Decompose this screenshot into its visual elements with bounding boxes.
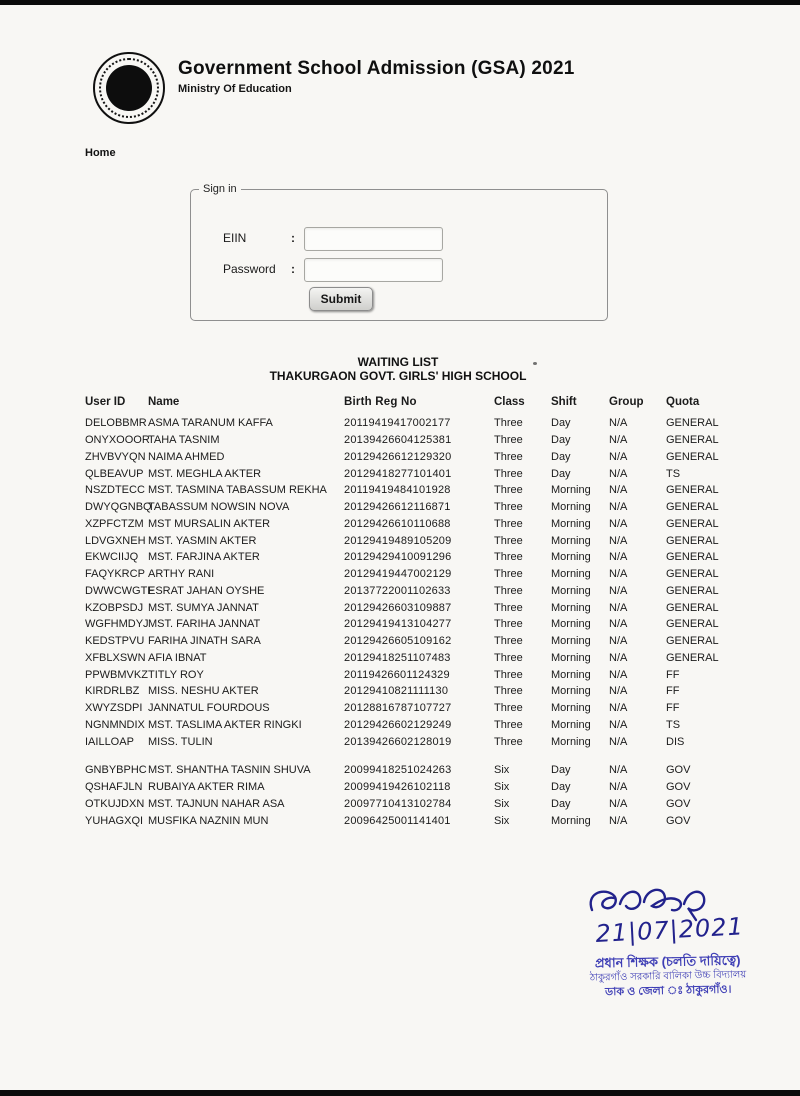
table-cell: N/A [609,551,628,564]
table-row [85,633,765,650]
table-row [85,796,765,813]
table-cell: MST. TAJNUN NAHAR ASA [148,797,285,810]
table-cell: Three [494,668,523,681]
table-cell: N/A [609,584,628,597]
col-header-group: Group [609,396,644,408]
table-cell: Three [494,601,523,614]
table-cell: MST. SUMYA JANNAT [148,601,259,614]
table-cell: GENERAL [666,551,719,564]
table-cell: Day [551,417,571,430]
table-cell: Morning [551,551,591,564]
table-cell: KIRDRLBZ [85,685,140,698]
table-row [85,733,765,750]
table-cell: Three [494,735,523,748]
table-cell: GENERAL [666,534,719,547]
table-cell: Three [494,718,523,731]
table-cell: ONYXOOOR [85,434,150,447]
waiting-list-title-line2: THAKURGAON GOVT. GIRLS' HIGH SCHOOL [269,368,527,383]
table-cell: MUSFIKA NAZNIN MUN [148,814,269,827]
table-cell: Three [494,501,523,514]
password-field[interactable] [304,258,443,282]
table-cell: N/A [609,718,628,731]
table-row [85,650,765,667]
stamp-line-3: ডাক ও জেলা ঃ ঠাকুরগাঁও। [604,983,732,999]
signature-block [568,880,768,999]
table-cell: FF [666,668,680,681]
table-cell: Morning [551,651,591,664]
table-cell: 20129410821111130 [344,685,449,698]
table-cell: LDVGXNEH [85,534,146,547]
table-cell: GENERAL [666,601,719,614]
table-cell: Morning [551,618,591,631]
table-cell: Morning [551,668,591,681]
table-row [85,482,765,499]
table-cell: YUHAGXQI [85,814,144,827]
table-cell: Morning [551,814,591,827]
table-cell: N/A [609,434,628,447]
table-cell: GENERAL [666,618,719,631]
table-row [85,532,765,549]
table-cell: MISS. NESHU AKTER [148,685,259,698]
table-cell: GENERAL [666,434,719,447]
stamp-line-1: প্রধান শিক্ষক (চলতি দায়িত্বে) [594,952,741,971]
table-cell: 20139426604125381 [344,434,452,447]
table-cell: MST MURSALIN AKTER [148,517,271,530]
table-cell: GENERAL [666,417,719,430]
eiin-label: EIIN [223,231,247,245]
table-cell: 20099419426102118 [344,781,451,794]
table-cell: Three [494,685,523,698]
table-row [85,683,765,700]
table-cell: Morning [551,517,591,530]
table-cell: 20137722001102633 [344,584,451,597]
table-cell: N/A [609,781,628,794]
table-cell: DWWCWGTF [85,584,155,597]
col-header-class: Class [494,396,525,408]
table-row [85,717,765,734]
password-colon: : [291,262,295,276]
table-cell: N/A [609,467,628,480]
table-section [85,762,765,829]
table-row [85,499,765,516]
home-link[interactable]: Home [85,147,116,159]
table-cell: Morning [551,484,591,497]
table-cell: Morning [551,534,591,547]
table-cell: Three [494,434,523,447]
table-cell: 20129426603109887 [344,601,452,614]
waiting-list-rows [85,415,765,829]
table-cell: Six [494,764,510,777]
table-cell: MISS. TULIN [148,735,213,748]
table-cell: Three [494,467,523,480]
scan-edge-bottom [0,1090,800,1096]
table-cell: N/A [609,797,628,810]
submit-button[interactable]: Submit [309,287,373,311]
table-cell: FARIHA JINATH SARA [148,635,261,648]
table-cell: GENERAL [666,568,719,581]
table-cell: Six [494,797,510,810]
table-cell: N/A [609,702,628,715]
table-cell: N/A [609,735,628,748]
table-cell: AFIA IBNAT [148,651,207,664]
table-cell: GOV [666,814,691,827]
table-cell: N/A [609,764,628,777]
table-cell: GOV [666,764,691,777]
sign-in-legend: Sign in [203,183,237,195]
col-header-quota: Quota [666,396,700,408]
table-cell: ESRAT JAHAN OYSHE [148,584,265,597]
col-header-birth-reg-no: Birth Reg No [344,396,417,408]
table-cell: TS [666,718,681,731]
seal-center [106,65,152,111]
table-cell: FAQYKRCP [85,568,145,581]
waiting-list-title [0,356,796,383]
table-cell: GENERAL [666,501,719,514]
table-cell: OTKUJDXN [85,797,145,810]
table-cell: MST. FARIHA JANNAT [148,618,261,631]
table-cell: 20129419447002129 [344,568,452,581]
table-cell: DELOBBMR [85,417,147,430]
table-cell: Three [494,635,523,648]
table-cell: ARTHY RANI [148,568,215,581]
table-row [85,599,765,616]
table-row [85,549,765,566]
government-seal-logo [93,52,165,124]
table-cell: QLBEAVUP [85,467,144,480]
table-cell: MST. FARJINA AKTER [148,551,260,564]
table-cell: 20097710413102784 [344,797,452,810]
table-row [85,666,765,683]
table-cell: TITLY ROY [148,668,204,681]
table-cell: 20129426612129320 [344,450,452,463]
table-cell: 20129418277101401 [344,467,452,480]
table-cell: ASMA TARANUM KAFFA [148,417,273,430]
table-cell: Three [494,618,523,631]
table-cell: N/A [609,685,628,698]
table-cell: Morning [551,601,591,614]
table-cell: Day [551,764,571,777]
col-header-name: Name [148,396,180,408]
table-cell: MST. YASMIN AKTER [148,534,257,547]
table-row [85,762,765,779]
eiin-colon: : [291,231,295,245]
table-cell: NGNMNDIX [85,718,145,731]
table-cell: N/A [609,814,628,827]
col-header-shift: Shift [551,396,577,408]
table-cell: QSHAFJLN [85,781,143,794]
table-cell: Day [551,781,571,794]
scan-speck [533,362,537,365]
table-cell: GOV [666,781,691,794]
sign-in-form [190,183,608,321]
table-cell: KEDSTPVU [85,635,145,648]
table-cell: 20129418251107483 [344,651,451,664]
table-cell: Three [494,484,523,497]
table-cell: NSZDTECC [85,484,145,497]
table-cell: 20119426601124329 [344,668,450,681]
table-cell: Day [551,450,571,463]
table-cell: Morning [551,584,591,597]
table-cell: Morning [551,702,591,715]
table-cell: Three [494,568,523,581]
header [178,58,574,95]
table-cell: 20129426605109162 [344,635,452,648]
table-cell: N/A [609,534,628,547]
table-row [85,449,765,466]
table-cell: MST. TASLIMA AKTER RINGKI [148,718,302,731]
waiting-list-table [85,393,765,829]
table-cell: IAILLOAP [85,735,134,748]
table-row [85,415,765,432]
table-cell: Three [494,702,523,715]
table-cell: Three [494,551,523,564]
table-row [85,812,765,829]
table-cell: FF [666,702,680,715]
table-cell: GENERAL [666,450,719,463]
office-stamp [568,952,769,1001]
table-cell: Three [494,517,523,530]
table-cell: JANNATUL FOURDOUS [148,702,270,715]
table-cell: DIS [666,735,685,748]
table-cell: Three [494,584,523,597]
table-cell: FF [666,685,680,698]
table-cell: Morning [551,718,591,731]
table-cell: 20129426612116871 [344,501,451,514]
waiting-list-title-line1: WAITING LIST [357,355,439,369]
table-cell: PPWBMVKZ [85,668,148,681]
page-subtitle: Ministry Of Education [178,83,292,95]
table-cell: MST. MEGHLA AKTER [148,467,262,480]
table-cell: TAHA TASNIM [148,434,220,447]
table-cell: N/A [609,635,628,648]
table-row [85,432,765,449]
table-cell: EKWCIIJQ [85,551,139,564]
table-cell: GENERAL [666,484,719,497]
table-header-row [85,393,765,411]
table-row [85,566,765,583]
table-cell: Three [494,651,523,664]
table-row [85,779,765,796]
scan-edge-top [0,0,800,5]
table-cell: Morning [551,685,591,698]
table-cell: 20129419489105209 [344,534,452,547]
table-cell: GENERAL [666,635,719,648]
table-cell: XFBLXSWN [85,651,146,664]
table-cell: 20096425001141401 [344,814,451,827]
col-header-user-id: User ID [85,396,126,408]
table-cell: Morning [551,568,591,581]
stamp-line-2: ঠাকুরগাঁও সরকারি বালিকা উচ্চ বিদ্যালয় [589,969,747,984]
table-cell: GENERAL [666,517,719,530]
table-cell: GENERAL [666,584,719,597]
table-cell: DWYQGNBQ [85,501,152,514]
table-cell: Six [494,781,510,794]
table-cell: GNBYBPHC [85,764,147,777]
table-cell: N/A [609,517,628,530]
table-cell: 20119419417002177 [344,417,451,430]
table-row [85,616,765,633]
table-cell: 20119419484101928 [344,484,451,497]
table-cell: Morning [551,501,591,514]
table-cell: N/A [609,601,628,614]
table-row [85,583,765,600]
table-cell: N/A [609,668,628,681]
table-cell: TABASSUM NOWSIN NOVA [148,501,290,514]
table-cell: GOV [666,797,691,810]
table-cell: N/A [609,568,628,581]
table-cell: Day [551,797,571,810]
table-section [85,415,765,750]
table-cell: Three [494,417,523,430]
table-cell: Morning [551,735,591,748]
table-cell: N/A [609,484,628,497]
handwritten-date: 21|07|2021 [594,912,745,948]
table-row [85,465,765,482]
table-cell: N/A [609,651,628,664]
table-cell: Six [494,814,510,827]
table-cell: 20129426610110688 [344,517,451,530]
password-label: Password [223,262,276,276]
table-cell: 20128816787107727 [344,702,452,715]
table-cell: Morning [551,635,591,648]
table-row [85,516,765,533]
table-cell: N/A [609,450,628,463]
table-cell: Three [494,534,523,547]
table-cell: WGFHMDYJ [85,618,149,631]
table-cell: GENERAL [666,651,719,664]
page-title: Government School Admission (GSA) 2021 [178,58,575,79]
table-cell: 20139426602128019 [344,735,452,748]
table-cell: N/A [609,417,628,430]
eiin-field[interactable] [304,227,443,251]
handwritten-signature [568,880,768,952]
table-cell: N/A [609,501,628,514]
table-cell: 20099418251024263 [344,764,452,777]
table-cell: 20129419413104277 [344,618,452,631]
table-cell: MST. TASMINA TABASSUM REKHA [148,484,327,497]
table-cell: 20129426602129249 [344,718,452,731]
table-cell: RUBAIYA AKTER RIMA [148,781,265,794]
table-cell: XWYZSDPI [85,702,143,715]
table-cell: NAIMA AHMED [148,450,225,463]
table-cell: Three [494,450,523,463]
table-cell: N/A [609,618,628,631]
table-cell: TS [666,467,681,480]
table-cell: KZOBPSDJ [85,601,144,614]
table-row [85,700,765,717]
table-cell: MST. SHANTHA TASNIN SHUVA [148,764,311,777]
table-cell: Day [551,467,571,480]
table-cell: 20129429410091296 [344,551,452,564]
table-cell: XZPFCTZM [85,517,144,530]
table-cell: Day [551,434,571,447]
table-cell: ZHVBVYQN [85,450,146,463]
